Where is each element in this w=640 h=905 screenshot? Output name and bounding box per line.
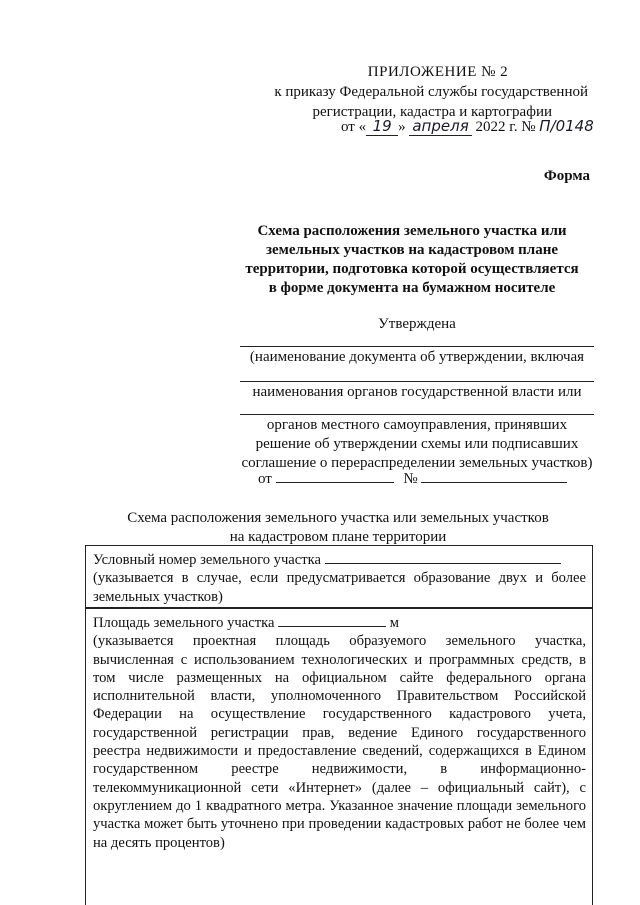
approval-note-line: соглашение о перераспределении земельных участков) xyxy=(241,455,593,471)
order-day: 19 xyxy=(366,117,398,136)
approval-note-line: (наименование документа об утверждении, включая xyxy=(249,349,585,365)
appendix-line-1: к приказу Федеральной службы государственной xyxy=(274,84,588,100)
approval-note-line: органов местного самоуправления, принявших xyxy=(266,417,568,433)
number-label: № xyxy=(403,471,418,487)
date-blank xyxy=(276,482,394,483)
number-blank xyxy=(421,482,567,483)
approval-date-number-row xyxy=(258,471,567,488)
form-label: Форма xyxy=(543,168,590,184)
scheme-title xyxy=(88,509,588,547)
area-label: Площадь земельного участка xyxy=(93,615,275,631)
appendix-title: ПРИЛОЖЕНИЕ № 2 xyxy=(367,64,509,80)
area-box xyxy=(85,608,593,905)
conditional-number-box xyxy=(85,545,593,608)
order-prefix: от « xyxy=(341,119,367,135)
approval-note-line: решение об утверждении схемы или подписавших xyxy=(255,436,579,452)
conditional-number-blank xyxy=(325,563,561,564)
appendix-block xyxy=(248,62,588,122)
approval-note-line: наименования органов государственной власти или xyxy=(252,384,582,400)
document-title xyxy=(230,222,594,298)
scheme-title-line: на кадастровом плане территории xyxy=(229,529,447,545)
order-mid: » xyxy=(398,119,406,135)
order-number: П/0148 xyxy=(539,117,594,135)
area-blank xyxy=(278,626,386,627)
order-month: апреля xyxy=(409,117,471,136)
title-line: территории, подготовка которой осуществляется xyxy=(245,261,579,277)
conditional-number-note: (указывается в случае, если предусматривается образование двух и более земельных участков) xyxy=(93,570,586,605)
scheme-title-line: Схема расположения земельного участка или земельных участков xyxy=(127,510,549,526)
approval-heading: Утверждена xyxy=(378,316,456,332)
title-line: земельных участков на кадастровом плане xyxy=(265,242,559,258)
area-note: (указывается проектная площадь образуемого земельного участка, вычисленная с использованием технологических и программных средств, в том числе размещенных на официальном сайте федерального органа исполнительной власти, уполномоченного Правительством Российской Федерации на осуществление государственного кадастрового учета, государственной регистрации прав, ведение Единого государственного реестра недвижимости и предоставление сведений, содержащихся в Едином государственном реестре недвижимости, в информационно-телекоммуникационной сети «Интернет» (далее – официальный сайт), с округлением до 1 квадратного метра. Указанное значение площади земельного участка может быть уточнено при проведении кадастровых работ не более чем на десять процентов) xyxy=(93,633,586,851)
conditional-number-label: Условный номер земельного участка xyxy=(93,552,321,568)
date-label: от xyxy=(258,471,272,487)
title-line: в форме документа на бумажном носителе xyxy=(268,280,556,296)
order-year: 2022 г. № xyxy=(475,119,536,135)
title-line: Схема расположения земельного участка или xyxy=(257,223,567,239)
appendix-line-2: регистрации, кадастра и картографии xyxy=(312,104,552,120)
area-unit: м xyxy=(389,615,400,631)
order-line xyxy=(341,117,594,136)
